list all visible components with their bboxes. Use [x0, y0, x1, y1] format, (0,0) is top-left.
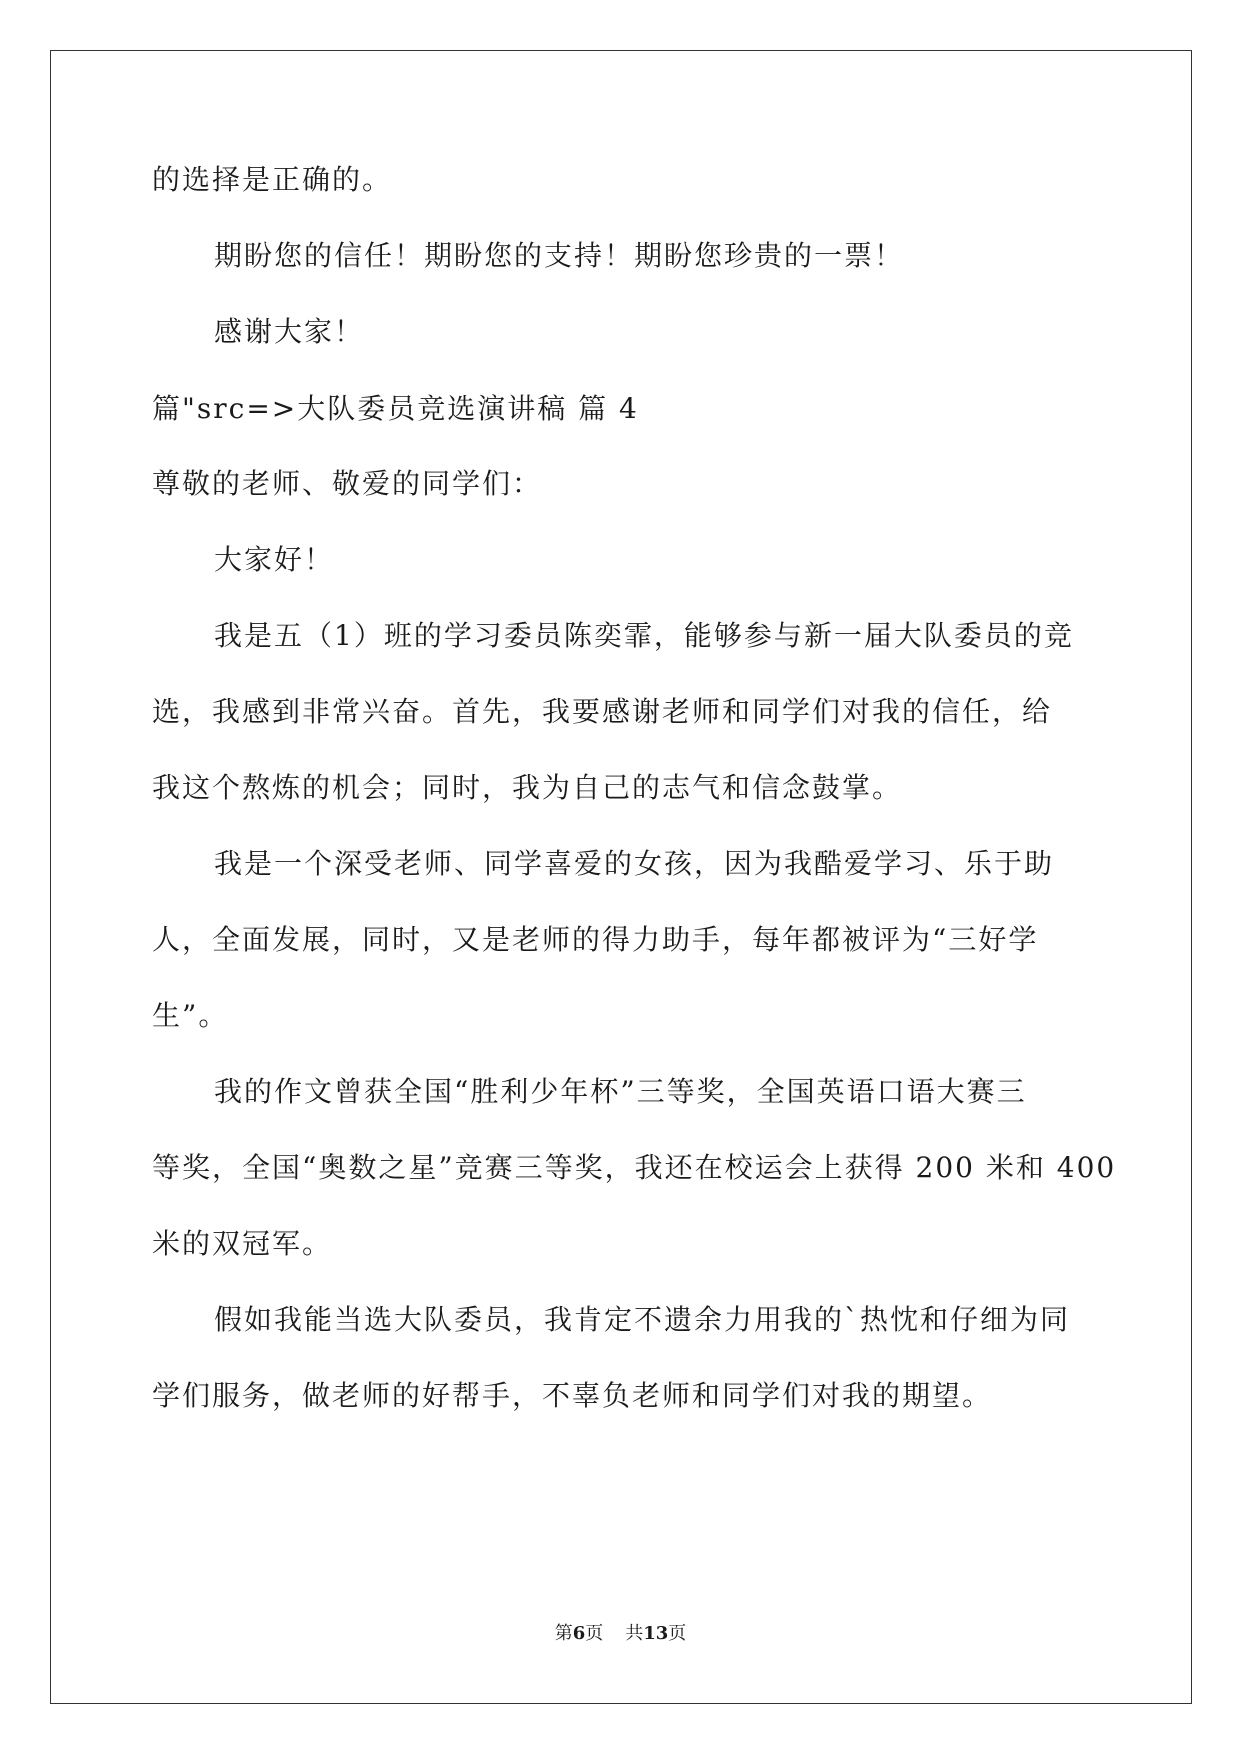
footer-total-suffix: 页 — [668, 1623, 687, 1644]
paragraph-line: 期盼您的信任！期盼您的支持！期盼您珍贵的一票！ — [214, 239, 905, 272]
footer-prefix: 第 — [554, 1623, 573, 1644]
paragraph-line: 假如我能当选大队委员，我肯定不遗余力用我的`热忱和仔细为同 — [214, 1303, 1071, 1336]
paragraph-line: 我是一个深受老师、同学喜爱的女孩，因为我酷爱学习、乐于助 — [214, 847, 1055, 880]
paragraph-line: 的选择是正确的。 — [152, 163, 393, 196]
paragraph-line: 我这个熬炼的机会；同时，我为自己的志气和信念鼓掌。 — [152, 771, 903, 804]
paragraph-line: 等奖，全国“奥数之星”竞赛三等奖，我还在校运会上获得 200 米和 400 — [152, 1151, 1117, 1184]
salutation: 尊敬的老师、敬爱的同学们： — [152, 467, 543, 500]
paragraph-line: 生”。 — [152, 999, 229, 1032]
footer-page-suffix: 页 — [585, 1623, 604, 1644]
greeting: 大家好！ — [214, 543, 335, 576]
paragraph-line: 我是五（1）班的学习委员陈奕霏，能够参与新一届大队委员的竞 — [214, 619, 1074, 652]
section-closing: 感谢大家！ — [214, 315, 365, 348]
total-pages: 13 — [643, 1623, 669, 1644]
footer-total-prefix: 共 — [625, 1623, 644, 1644]
page-number: 6 — [572, 1623, 586, 1644]
paragraph-line: 学们服务，做老师的好帮手，不辜负老师和同学们对我的期望。 — [152, 1379, 993, 1412]
section-heading: 篇"src=>大队委员竞选演讲稿 篇 4 — [152, 392, 639, 425]
paragraph-line: 我的作文曾获全国“胜利少年杯”三等奖，全国英语口语大赛三 — [214, 1075, 1027, 1108]
page-footer — [0, 1622, 1241, 1646]
paragraph-line: 米的双冠军。 — [152, 1227, 333, 1260]
paragraph-line: 选，我感到非常兴奋。首先，我要感谢老师和同学们对我的信任，给 — [152, 695, 1053, 728]
paragraph-line: 人，全面发展，同时，又是老师的得力助手，每年都被评为“三好学 — [152, 923, 1039, 956]
